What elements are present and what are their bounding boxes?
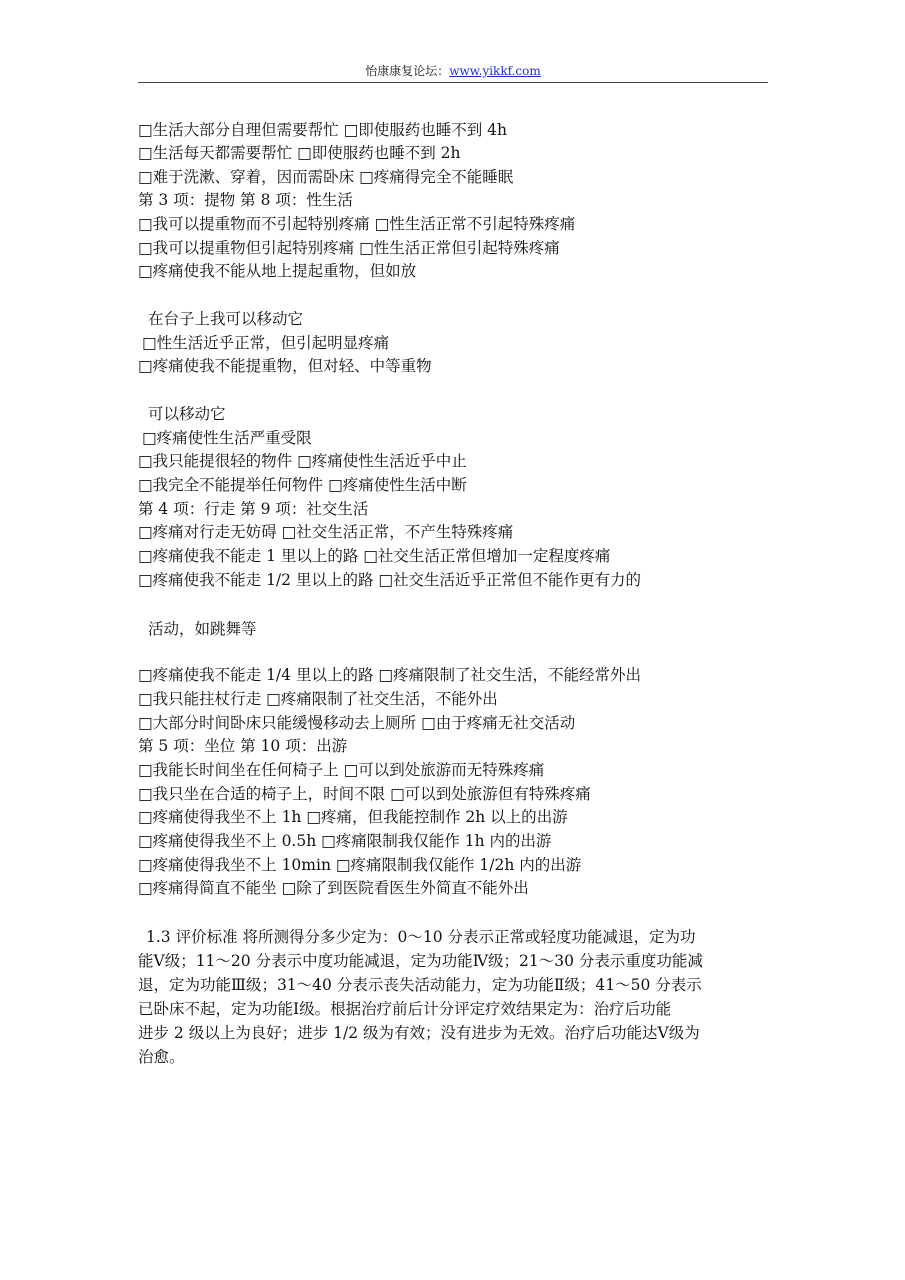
text-line: □难于洗漱、穿着，因而需卧床 □疼痛得完全不能睡眠: [138, 168, 514, 186]
header-site-name: 怡康康复论坛：: [365, 64, 450, 78]
text-line: □我可以提重物但引起特别疼痛 □性生活正常但引起特殊疼痛: [138, 239, 560, 257]
text-line: □生活每天都需要帮忙 □即使服药也睡不到 2h: [138, 144, 461, 162]
text-line: □疼痛使我不能从地上提起重物，但如放: [138, 262, 417, 280]
text-line: □疼痛使我不能走 1/2 里以上的路 □社交生活近乎正常但不能作更有力的: [138, 571, 642, 589]
paragraph-line: 已卧床不起，定为功能Ⅰ级。根据治疗前后计分评定疗效结果定为：治疗后功能: [138, 1000, 672, 1018]
text-line: 活动，如跳舞等: [148, 620, 257, 638]
section-heading: 第 5 项：坐位 第 10 项：出游: [138, 737, 348, 755]
header-site-link[interactable]: www.yikkf.com: [449, 64, 541, 78]
text-line: □疼痛使我不能走 1/4 里以上的路 □疼痛限制了社交生活，不能经常外出: [138, 666, 642, 684]
paragraph-line: 1.3 评价标准 将所测得分多少定为：0～10 分表示正常或轻度功能减退，定为功: [146, 928, 696, 946]
section-heading: 第 4 项：行走 第 9 项：社交生活: [138, 500, 369, 518]
text-line: □疼痛得简直不能坐 □除了到医院看医生外简直不能外出: [138, 879, 529, 897]
text-line: □疼痛使得我坐不上 0.5h □疼痛限制我仅能作 1h 内的出游: [138, 832, 552, 850]
text-line: 在台子上我可以移动它: [148, 310, 304, 328]
text-line: □我可以提重物而不引起特别疼痛 □性生活正常不引起特殊疼痛: [138, 215, 576, 233]
text-line: □我完全不能提举任何物件 □疼痛使性生活中断: [138, 476, 467, 494]
paragraph-line: 治愈。: [138, 1048, 185, 1066]
section-heading: 第 3 项：提物 第 8 项：性生活: [138, 191, 353, 209]
header-divider: [138, 82, 768, 83]
text-line: □疼痛使得我坐不上 10min □疼痛限制我仅能作 1/2h 内的出游: [138, 856, 582, 874]
text-line: □疼痛使我不能提重物，但对轻、中等重物: [138, 357, 432, 375]
text-line: □我只能提很轻的物件 □疼痛使性生活近乎中止: [138, 452, 467, 470]
text-line: □疼痛使性生活严重受限: [142, 429, 312, 447]
text-line: □生活大部分自理但需要帮忙 □即使服药也睡不到 4h: [138, 121, 507, 139]
text-line: □性生活近乎正常，但引起明显疼痛: [142, 334, 390, 352]
text-line: □大部分时间卧床只能缓慢移动去上厕所 □由于疼痛无社交活动: [138, 714, 576, 732]
text-line: 可以移动它: [148, 405, 226, 423]
text-line: □我只能拄杖行走 □疼痛限制了社交生活，不能外出: [138, 690, 498, 708]
text-line: □我能长时间坐在任何椅子上 □可以到处旅游而无特殊疼痛: [138, 761, 545, 779]
paragraph-line: 能Ⅴ级；11～20 分表示中度功能减退，定为功能Ⅳ级；21～30 分表示重度功能减: [138, 952, 703, 970]
text-line: □疼痛对行走无妨碍 □社交生活正常，不产生特殊疼痛: [138, 523, 514, 541]
paragraph-line: 退，定为功能Ⅲ级；31～40 分表示丧失活动能力，定为功能Ⅱ级；41～50 分表示: [138, 976, 702, 994]
text-line: □疼痛使得我坐不上 1h □疼痛，但我能控制作 2h 以上的出游: [138, 808, 568, 826]
text-line: □疼痛使我不能走 1 里以上的路 □社交生活正常但增加一定程度疼痛: [138, 547, 611, 565]
paragraph-line: 进步 2 级以上为良好；进步 1/2 级为有效；没有进步为无效。治疗后功能达Ⅴ级为: [138, 1024, 700, 1042]
evaluation-criteria-paragraph: [138, 925, 770, 1069]
text-line: □我只坐在合适的椅子上，时间不限 □可以到处旅游但有特殊疼痛: [138, 785, 591, 803]
page-header: [138, 62, 768, 80]
